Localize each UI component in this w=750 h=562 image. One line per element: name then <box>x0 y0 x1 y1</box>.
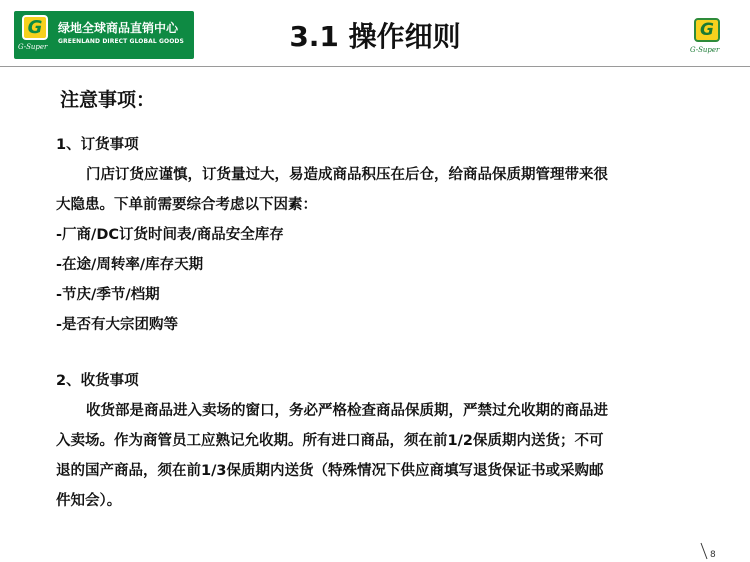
slide-title: 3.1 操作细则 <box>289 20 461 53</box>
corner-logo-subtitle: G-Super <box>690 46 720 54</box>
ordering-factor-item: -节庆/季节/档期 <box>56 287 160 303</box>
section-heading-receiving: 2、收货事项 <box>56 373 139 389</box>
page-corner-mark <box>699 542 709 560</box>
corner-logo-icon <box>694 18 720 42</box>
receiving-paragraph-line: 入卖场。作为商管员工应熟记允收期。所有进口商品，须在前1/2保质期内送货；不可 <box>56 433 604 449</box>
brand-name-chinese: 绿地全球商品直销中心 <box>58 21 179 35</box>
header-divider <box>0 66 750 67</box>
receiving-paragraph-line: 收货部是商品进入卖场的窗口，务必严格检查商品保质期，严禁过允收期的商品进 <box>86 403 608 419</box>
section-spacer <box>56 340 716 366</box>
section-heading-ordering: 1、订货事项 <box>56 137 139 153</box>
receiving-paragraph-line: 件知会）。 <box>56 493 122 509</box>
brand-logo-letter: G <box>27 17 43 38</box>
notes-body <box>56 130 716 516</box>
ordering-paragraph-line: 门店订货应谨慎，订货量过大，易造成商品积压在后仓，给商品保质期管理带来很 <box>86 167 608 183</box>
brand-name-english: GREENLAND DIRECT GLOBAL GOODS <box>58 38 184 45</box>
ordering-factor-item: -厂商/DC订货时间表/商品安全库存 <box>56 227 284 243</box>
corner-logo <box>690 18 730 58</box>
ordering-factor-item: -在途/周转率/库存天期 <box>56 257 204 273</box>
receiving-paragraph-line: 退的国产商品，须在前1/3保质期内送货（特殊情况下供应商填写退货保证书或采购邮 <box>56 463 604 479</box>
notice-heading: 注意事项： <box>60 89 156 111</box>
page-number: 8 <box>710 550 716 560</box>
ordering-paragraph-line: 大隐患。下单前需要综合考虑以下因素： <box>56 197 317 213</box>
brand-logo-subtitle: G-Super <box>18 43 48 51</box>
corner-logo-letter: G <box>700 20 714 40</box>
ordering-factor-item: -是否有大宗团购等 <box>56 317 179 333</box>
